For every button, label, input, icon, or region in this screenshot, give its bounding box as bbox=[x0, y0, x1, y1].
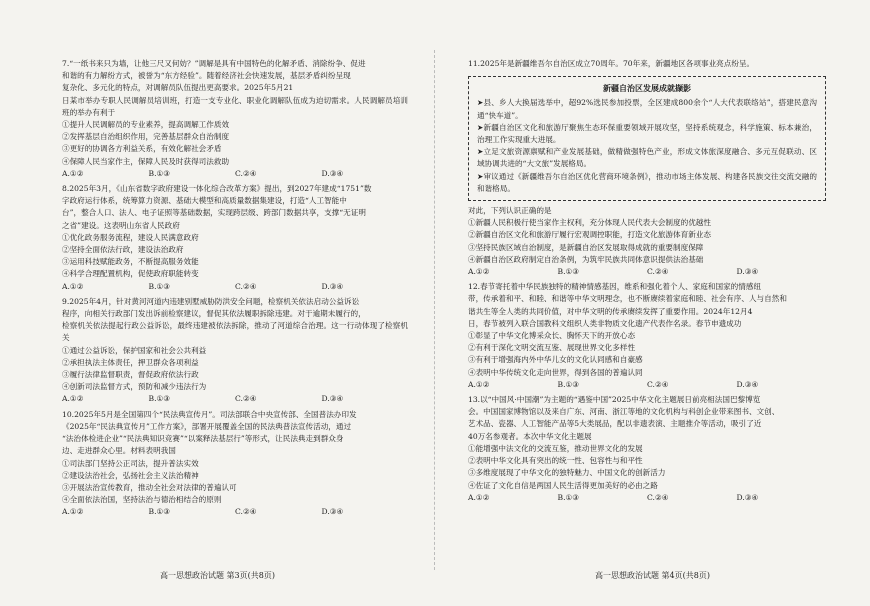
q10-item: ②建设法治社会，弘扬社会主义法治精神 bbox=[62, 470, 199, 480]
q9-item: ④创新司法监督方式，预防和减少违法行为 bbox=[62, 382, 207, 392]
q11-item: ②新疆自治区文化和旅游厅履行宏观调控职能，打造文化旅游体育新业态 bbox=[468, 230, 711, 240]
q11-item: ④新疆自治区政府制定自治条例，为筑牢民族共同体意识提供法治基础 bbox=[468, 254, 704, 264]
q12-stem-line: 12.春节寄托着中华民族独特的精神情感基因，维系和强化着个人、家庭和国家的情感纽 bbox=[468, 282, 762, 292]
q8-stem-line: 字政府运行体系，统筹算力资源、基础大模型和高质量数据集建设，打造“人工智能中 bbox=[62, 196, 347, 206]
q13-option-c[interactable]: C.②④ bbox=[647, 492, 669, 502]
q13-stem-line: 艺术品、瓷器、人工智能产品等5大类展品，配以非遗表演、主题推介等活动，吸引了近 bbox=[468, 419, 762, 429]
q8-item: ③运用科技赋能政务，不断提高服务效能 bbox=[62, 257, 199, 267]
q7-item: ②发挥基层自治组织作用，完善基层群众自治制度 bbox=[62, 132, 230, 142]
question-10 bbox=[62, 409, 408, 519]
q13-item: ④佐证了文化自信是两国人民生活得更加美好的必由之路 bbox=[468, 480, 658, 490]
q13-item: ③多维度展现了中华文化的独特魅力、中国文化的创新活力 bbox=[468, 468, 666, 478]
q7-item: ④保障人民当家作主，保障人民及时获得司法救助 bbox=[62, 156, 230, 166]
q9-option-a[interactable]: A.①② bbox=[62, 394, 84, 404]
q9-options bbox=[62, 393, 408, 405]
q9-option-b[interactable]: B.①③ bbox=[148, 394, 171, 404]
q7-option-a[interactable]: A.①② bbox=[62, 168, 84, 178]
q8-stem-line: 之省”建设。这表明山东省人民政府 bbox=[62, 220, 180, 230]
q11-option-a[interactable]: A.①② bbox=[468, 267, 490, 277]
q9-option-d[interactable]: D.③④ bbox=[321, 394, 344, 404]
q10-option-d[interactable]: D.③④ bbox=[321, 507, 344, 517]
q11-stem: 11.2025年是新疆维吾尔自治区成立70周年。70年来，新疆地区各项事业亮点纷呈。 bbox=[468, 59, 755, 68]
q12-stem-line: 带，传承着和平、和睦、和谐等中华文明理念，也不断赓续着家庭和睦、社会有序、人与自然和 bbox=[468, 294, 787, 304]
q12-item: ④表明中华传统文化走向世界，得到各国的普遍认同 bbox=[468, 367, 643, 377]
q10-item: ①司法部门坚持公正司法，提升普法实效 bbox=[62, 458, 199, 468]
q12-stem-line: 谐共生等全人类的共同价值，对中华文明的传承赓续发挥了重要作用。2024年12月4 bbox=[468, 306, 753, 316]
q8-options bbox=[62, 281, 408, 293]
q8-option-b[interactable]: B.①③ bbox=[148, 281, 171, 291]
q10-item: ③开展法治宣传教育，推动全社会对法律的普遍认可 bbox=[62, 482, 237, 492]
q12-option-b[interactable]: B.①③ bbox=[557, 379, 580, 389]
q8-item: ④科学合理配置机构，促使政府职能转变 bbox=[62, 269, 199, 279]
question-8 bbox=[62, 183, 408, 293]
right-column bbox=[468, 58, 826, 507]
left-column bbox=[62, 58, 408, 522]
q13-stem-line: 13.以“中国风·中国潮”为主题的“遇鉴中国”2025中华文化主题展日前亮相法国巴黎博览 bbox=[468, 395, 761, 405]
q11-options bbox=[468, 266, 826, 278]
q12-options bbox=[468, 379, 826, 391]
q10-option-a[interactable]: A.①② bbox=[62, 507, 84, 517]
q7-option-c[interactable]: C.②④ bbox=[235, 168, 257, 178]
q11-box-line: ➤县、乡人大换届选举中，超92%选民参加投票，全区建成800余个“人大代表联络站”，搭建民意沟通“快车道”。 bbox=[477, 98, 817, 120]
q11-box-line: ➤新疆自治区文化和旅游厅聚焦生态环保重要领域开展攻坚，坚持系统观念，科学施策、标本兼治，治理工作实现重大进展。 bbox=[477, 122, 817, 145]
q7-stem-line: 7.“一纸书来只为墙，让他三尺又何妨？”调解是具有中国特色的化解矛盾、消除纷争、促进 bbox=[62, 59, 366, 68]
q11-box-line: ➤立足文旅资源禀赋和产业发展基础，做精做强特色产业，形成文体旅深度融合、多元互促联动、区域协调共进的“大文旅”发展格局。 bbox=[477, 147, 817, 169]
q10-option-b[interactable]: B.①③ bbox=[148, 507, 171, 517]
q9-item: ①通过公益诉讼，保护国家和社会公共利益 bbox=[62, 345, 207, 355]
q11-option-c[interactable]: C.②④ bbox=[647, 267, 669, 277]
q10-stem-line: 10.2025年5月是全国第四个“民法典宣传月”。司法部联合中央宣传部、全国普法办印发 bbox=[62, 409, 357, 419]
q11-item: ③坚持民族区域自治制度，是新疆自治区发展取得成就的重要制度保障 bbox=[468, 242, 704, 252]
q7-option-d[interactable]: D.③④ bbox=[321, 168, 344, 178]
q10-item: ④全面依法治国，坚持法治与德治相结合的原则 bbox=[62, 495, 222, 505]
page-right bbox=[435, 0, 870, 606]
q13-option-d[interactable]: D.③④ bbox=[736, 492, 759, 502]
q8-item: ①优化政务服务流程，建设人民满意政府 bbox=[62, 232, 199, 242]
q12-option-a[interactable]: A.①② bbox=[468, 379, 490, 389]
page-footer-left: 高一思想政治试题 第3页(共8页) bbox=[160, 571, 275, 580]
q13-stem-line: 会。中国国家博物馆以及来自广东、河南、浙江等地的文化机构与科创企业带来图书、文创、 bbox=[468, 407, 780, 417]
q9-stem-line: 9.2025年4月，针对黄河河道内违建别墅威胁防洪安全问题，检察机关依法启动公益诉讼 bbox=[62, 296, 360, 306]
q7-stem-line: 日某市举办专职人民调解员培训班，打造一支专业化、职业化调解队伍成为迫切需求。人民调解员培训班的举办有利于 bbox=[62, 95, 408, 117]
q11-item: ①新疆人民积极行使当家作主权利，充分体现人民代表大会制度的优越性 bbox=[468, 218, 711, 228]
question-9 bbox=[62, 296, 408, 406]
question-13 bbox=[468, 394, 826, 504]
q8-option-a[interactable]: A.①② bbox=[62, 281, 84, 291]
q11-box-line: ➤审议通过《新疆维吾尔自治区优化营商环境条例》，推动市场主体发展、构建各民族交往交流交融的和谐格局。 bbox=[477, 171, 817, 193]
q12-item: ③有利于增强海内外中华儿女的文化认同感和自豪感 bbox=[468, 355, 643, 365]
q13-item: ②表明中华文化具有突出的统一性、包容性与和平性 bbox=[468, 456, 643, 466]
q9-stem-line: 检察机关依法提起行政公益诉讼，最终违建被依法拆除，推动了河道综合治理。这一行动体现了检察机关 bbox=[62, 321, 408, 343]
q10-options bbox=[62, 506, 408, 518]
q12-option-c[interactable]: C.②④ bbox=[647, 379, 669, 389]
q9-stem-line: 程序，向相关行政部门发出诉前检察建议，督促其依法履职拆除违建。对于逾期未履行的， bbox=[62, 309, 366, 319]
q12-option-d[interactable]: D.③④ bbox=[736, 379, 759, 389]
q11-box-title: 新疆自治区发展成就撷影 bbox=[603, 84, 691, 94]
question-11 bbox=[468, 58, 826, 278]
q7-option-b[interactable]: B.①③ bbox=[148, 168, 171, 178]
q12-stem-line: 日，春节被列入联合国教科文组织人类非物质文化遗产代表作名录。春节申遗成功 bbox=[468, 318, 742, 328]
q10-stem-line: “法治体检进企业”“民法典知识竞赛”“以案释法基层行”等形式，让民法典走到群众身 bbox=[62, 434, 344, 444]
question-12 bbox=[468, 281, 826, 391]
q10-stem-line: 《2025年“民法典宣传月”工作方案》，部署开展覆盖全国的民法典普法宣传活动，通过 bbox=[62, 421, 352, 431]
q7-stem-line: 和谐的有力解纷方式，被誉为“东方经验”。随着经济社会快速发展，基层矛盾纠纷呈现 bbox=[62, 71, 351, 81]
q11-option-b[interactable]: B.①③ bbox=[557, 267, 580, 277]
q7-stem-line: 复杂化、多元化的特点，对调解员队伍提出更高要求。2025年5月21 bbox=[62, 83, 294, 93]
q7-options bbox=[62, 168, 408, 180]
q13-option-b[interactable]: B.①③ bbox=[557, 492, 580, 502]
q10-stem-line: 边、走进群众心里。材料表明我国 bbox=[62, 446, 176, 456]
q13-option-a[interactable]: A.①② bbox=[468, 492, 490, 502]
q13-stem-line: 40万名参观者。本次中华文化主题展 bbox=[468, 431, 592, 441]
question-7 bbox=[62, 58, 408, 180]
page-footer-right: 高一思想政治试题 第4页(共8页) bbox=[595, 571, 710, 580]
q8-option-d[interactable]: D.③④ bbox=[321, 281, 344, 291]
q7-item: ①提升人民调解员的专业素养，提高调解工作质效 bbox=[62, 120, 230, 130]
q13-item: ①能增强中法文化的交流互鉴，推动世界文化的发展 bbox=[468, 443, 643, 453]
q9-item: ③履行法律监督职责，督促政府依法行政 bbox=[62, 370, 199, 380]
q9-option-c[interactable]: C.②④ bbox=[235, 394, 257, 404]
q11-material-box bbox=[468, 76, 826, 201]
q12-item: ②有利于深化文明交流互鉴、展现世界文化多样性 bbox=[468, 343, 636, 353]
q13-options bbox=[468, 492, 826, 504]
q7-item: ③更好的协调各方利益关系，有效化解社会矛盾 bbox=[62, 144, 222, 154]
q9-item: ②承担执法主体责任，押卫群众各项利益 bbox=[62, 357, 199, 367]
q8-stem-line: 台”，整合人口、法人、电子证照等基础数据，实现跨层级、跨部门数据共享，支撑“无证明 bbox=[62, 208, 366, 218]
q12-item: ①彰显了中华文化博采众长、胸怀天下的开放心态 bbox=[468, 331, 636, 341]
q11-option-d[interactable]: D.③④ bbox=[736, 267, 759, 277]
q8-option-c[interactable]: C.②④ bbox=[235, 281, 257, 291]
q8-item: ②坚持全面依法行政，建设法治政府 bbox=[62, 245, 184, 255]
q11-stem2: 对此，下列认识正确的是 bbox=[468, 206, 552, 216]
q8-stem-line: 8.2025年3月，《山东省数字政府建设一体化综合改革方案》提出，到2027年建成“1751”数 bbox=[62, 184, 372, 194]
q10-option-c[interactable]: C.②④ bbox=[235, 507, 257, 517]
